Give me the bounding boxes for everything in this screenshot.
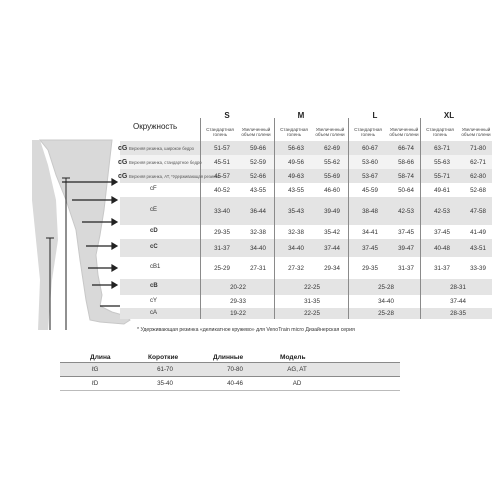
subheader-standard-l: Стандартная голень <box>354 127 382 137</box>
footnote: * Удерживающая резинка «деликатное кружево» для VenoTrain micro Дизайнерская серия <box>137 327 355 333</box>
value-cell: 34-40 <box>378 298 394 305</box>
value-cell: 22-25 <box>304 310 320 317</box>
value-cell: 51-57 <box>214 145 230 152</box>
value-cell: 38-48 <box>362 208 378 215</box>
value-cell: 37-45 <box>362 245 378 252</box>
value-cell: 58-74 <box>398 173 414 180</box>
value-cell: 29-35 <box>214 229 230 236</box>
row-label-ca: cA <box>150 310 158 316</box>
value-cell: 52-59 <box>250 159 266 166</box>
value-cell: 37-44 <box>450 298 466 305</box>
value-cell: 33-39 <box>470 265 486 272</box>
value-cell: 71-80 <box>470 145 486 152</box>
value-cell: 35-42 <box>324 229 340 236</box>
value-cell: 31-35 <box>304 298 320 305</box>
value-cell: 43-55 <box>288 187 304 194</box>
value-cell: 34-41 <box>362 229 378 236</box>
length-header-short: Короткие <box>148 354 179 361</box>
length-header-long: Длинные <box>213 354 244 361</box>
value-cell: 32-38 <box>288 229 304 236</box>
value-cell: 27-32 <box>288 265 304 272</box>
size-header-s: S <box>224 111 230 120</box>
subheader-standard-xl: Стандартная голень <box>426 127 454 137</box>
value-cell: 19-22 <box>230 310 246 317</box>
value-cell: 25-28 <box>378 310 394 317</box>
size-header-xl: XL <box>443 111 455 120</box>
row-label-cf: cF <box>150 186 157 192</box>
length-table-mid-rule <box>60 376 400 377</box>
value-cell: 39-47 <box>398 245 414 252</box>
row-label-cg-standard: cG Верхняя резинка, стандартное бедро <box>118 159 202 166</box>
length-short-ld: 35-40 <box>157 380 173 387</box>
value-cell: 27-31 <box>250 265 266 272</box>
value-cell: 50-64 <box>398 187 414 194</box>
value-cell: 40-52 <box>214 187 230 194</box>
length-table-top-rule <box>60 362 400 363</box>
size-header-l: L <box>372 111 378 120</box>
subheader-enlarged-l: Увеличенный объем голени <box>389 127 419 137</box>
value-cell: 28-35 <box>450 310 466 317</box>
length-table-bottom-rule <box>60 390 400 391</box>
value-cell: 49-61 <box>434 187 450 194</box>
length-long-lg: 70-80 <box>227 366 243 373</box>
value-cell: 31-37 <box>398 265 414 272</box>
value-cell: 33-40 <box>214 208 230 215</box>
value-cell: 20-22 <box>230 284 246 291</box>
value-cell: 31-37 <box>434 265 450 272</box>
value-cell: 59-66 <box>250 145 266 152</box>
value-cell: 37-44 <box>324 245 340 252</box>
subheader-enlarged-s: Увеличенный объем голени <box>241 127 271 137</box>
value-cell: 29-34 <box>324 265 340 272</box>
value-cell: 45-57 <box>214 173 230 180</box>
length-model-lg: AG, AT <box>287 366 307 373</box>
row-label-ce: cE <box>150 207 158 213</box>
value-cell: 22-25 <box>304 284 320 291</box>
value-cell: 29-35 <box>362 265 378 272</box>
value-cell: 36-44 <box>250 208 266 215</box>
value-cell: 40-48 <box>434 245 450 252</box>
value-cell: 37-45 <box>398 229 414 236</box>
value-cell: 66-74 <box>398 145 414 152</box>
table-title: Окружность <box>133 122 178 131</box>
row-label-cb: cB <box>150 283 158 289</box>
size-header-m: M <box>297 111 305 120</box>
row-label-cg-wide: cG Верхняя резинка, широкое бедро <box>118 145 194 152</box>
value-cell: 52-66 <box>250 173 266 180</box>
value-cell: 60-67 <box>362 145 378 152</box>
row-label-cb1: cB1 <box>150 264 161 270</box>
length-header-label: Длина <box>90 354 111 361</box>
value-cell: 34-40 <box>288 245 304 252</box>
value-cell: 49-63 <box>288 173 304 180</box>
length-row-label-ld: ℓD <box>91 380 99 387</box>
subheader-standard-s: Стандартная голень <box>206 127 234 137</box>
length-row-label-lg: ℓG <box>91 366 99 373</box>
length-header-model: Модель <box>280 354 306 361</box>
value-cell: 25-28 <box>378 284 394 291</box>
value-cell: 52-68 <box>470 187 486 194</box>
value-cell: 55-69 <box>324 173 340 180</box>
value-cell: 31-37 <box>214 245 230 252</box>
value-cell: 47-58 <box>470 208 486 215</box>
value-cell: 42-53 <box>398 208 414 215</box>
value-cell: 55-62 <box>324 159 340 166</box>
value-cell: 58-66 <box>398 159 414 166</box>
value-cell: 46-60 <box>324 187 340 194</box>
length-long-ld: 40-46 <box>227 380 243 387</box>
row-label-cd: cD <box>150 228 158 234</box>
value-cell: 45-51 <box>214 159 230 166</box>
value-cell: 34-40 <box>250 245 266 252</box>
value-cell: 32-38 <box>250 229 266 236</box>
row-label-cg-at: cG Верхняя резинка, АТ, *Удерживающая резинка <box>118 173 220 180</box>
row-label-cy: cY <box>150 298 158 304</box>
value-cell: 25-29 <box>214 265 230 272</box>
value-cell: 55-63 <box>434 159 450 166</box>
value-cell: 39-49 <box>324 208 340 215</box>
subheader-enlarged-m: Увеличенный объем голени <box>315 127 345 137</box>
value-cell: 43-55 <box>250 187 266 194</box>
subheader-standard-m: Стандартная голень <box>280 127 308 137</box>
value-cell: 37-45 <box>434 229 450 236</box>
length-short-lg: 61-70 <box>157 366 173 373</box>
subheader-enlarged-xl: Увеличенный объем голени <box>461 127 491 137</box>
value-cell: 28-31 <box>450 284 466 291</box>
value-cell: 45-59 <box>362 187 378 194</box>
value-cell: 35-43 <box>288 208 304 215</box>
value-cell: 53-67 <box>362 173 378 180</box>
value-cell: 53-60 <box>362 159 378 166</box>
value-cell: 62-71 <box>470 159 486 166</box>
value-cell: 62-80 <box>470 173 486 180</box>
value-cell: 43-51 <box>470 245 486 252</box>
value-cell: 63-71 <box>434 145 450 152</box>
row-label-cc: cC <box>150 244 158 250</box>
length-model-ld: AD <box>292 380 302 387</box>
value-cell: 41-49 <box>470 229 486 236</box>
value-cell: 29-33 <box>230 298 246 305</box>
value-cell: 56-63 <box>288 145 304 152</box>
value-cell: 42-53 <box>434 208 450 215</box>
value-cell: 62-69 <box>324 145 340 152</box>
value-cell: 49-56 <box>288 159 304 166</box>
value-cell: 55-71 <box>434 173 450 180</box>
